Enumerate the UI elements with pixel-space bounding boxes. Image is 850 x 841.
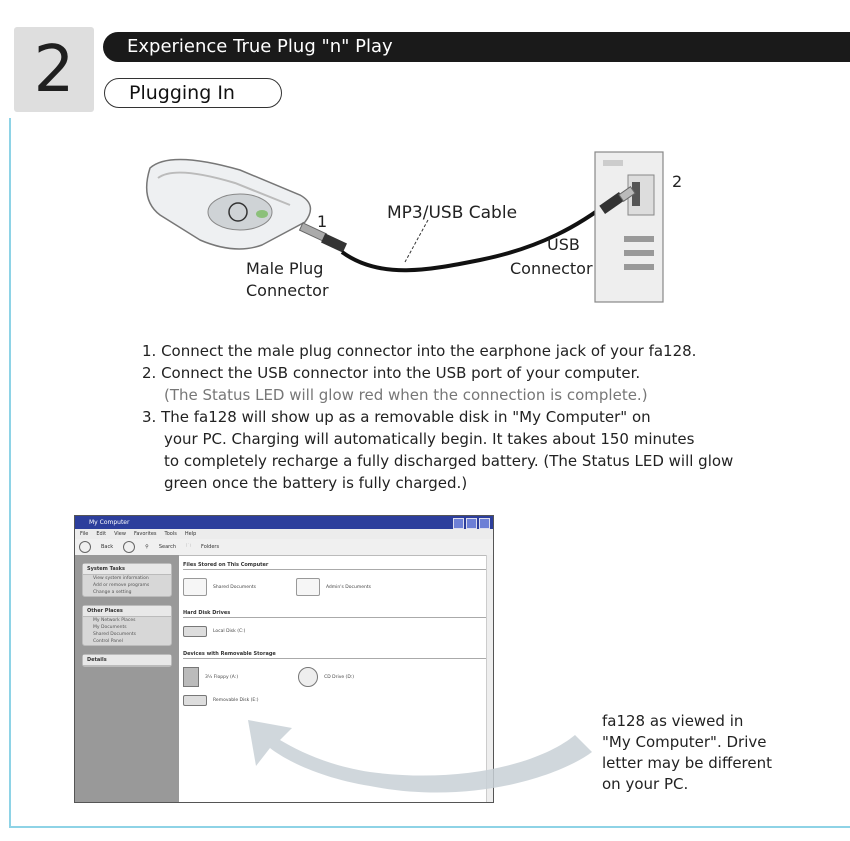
maximize-icon: [466, 518, 477, 529]
step-number: 2: [33, 32, 75, 107]
toolbar-search: Search: [158, 544, 176, 550]
panel-system-tasks: [82, 563, 172, 597]
menu-view: View: [114, 531, 126, 537]
instruction-list: [142, 340, 832, 494]
male-plug-label-line1: Male Plug: [246, 259, 324, 278]
task-pane: [75, 555, 179, 802]
my-computer-window-screenshot: [74, 515, 494, 803]
back-icon: [79, 541, 91, 553]
floppy-icon: [183, 667, 199, 687]
shared-documents-item: [183, 578, 256, 596]
panel-title: Details: [83, 655, 171, 666]
minimize-icon: [453, 518, 464, 529]
plug-marker-1: 1: [317, 212, 328, 231]
step-3-line3: to completely recharge a fully discharged battery. (The Status LED will glow: [164, 452, 734, 470]
hard-drive-icon: [183, 626, 207, 637]
section-files-stored: Files Stored on This Computer: [183, 562, 487, 570]
panel-other-places: [82, 605, 172, 646]
folders-icon: 🗀: [186, 543, 192, 549]
panel-item: My Network Places: [93, 618, 136, 623]
caption-line2: "My Computer". Drive: [602, 733, 767, 751]
usb-label-line1: USB: [547, 235, 580, 254]
panel-item: View system information: [93, 576, 149, 581]
section-hard-disk: Hard Disk Drives: [183, 610, 487, 618]
local-disk-item: [183, 626, 487, 637]
window-title: My Computer: [89, 519, 130, 526]
step-2: 2. Connect the USB connector into the USB port of your computer.: [142, 364, 641, 382]
panel-title: Other Places: [83, 606, 171, 617]
item-label: Removable Disk (E:): [213, 698, 259, 703]
step-2-note: (The Status LED will glow red when the connection is complete.): [164, 386, 648, 404]
panel-item: Control Panel: [93, 639, 123, 644]
window-controls: [453, 518, 490, 529]
window-titlebar: [75, 516, 493, 529]
item-label: Shared Documents: [213, 584, 256, 590]
floppy-item: [183, 667, 238, 687]
subsection-title-pill: Plugging In: [104, 78, 282, 108]
window-scrollbar: [486, 555, 493, 802]
computer-tower-image: [595, 152, 663, 302]
usb-marker-2: 2: [672, 172, 683, 191]
panel-item: Change a setting: [93, 590, 132, 595]
admin-documents-item: [296, 578, 371, 596]
mp3-player-image: [147, 159, 311, 249]
item-label: 3½ Floppy (A:): [205, 674, 239, 680]
panel-details: [82, 654, 172, 667]
panel-item: My Documents: [93, 625, 127, 630]
files-row: [183, 570, 487, 596]
male-plug-label-line2: Connector: [246, 281, 329, 300]
removable-disk-icon: [183, 695, 207, 706]
menu-favorites: Favorites: [133, 531, 157, 537]
panel-item: Shared Documents: [93, 632, 136, 637]
caption-line3: letter may be different: [602, 754, 772, 772]
cable-label: MP3/USB Cable: [387, 203, 518, 223]
menu-file: File: [80, 531, 89, 537]
removable-disk-item: [183, 695, 487, 706]
panel-item: Add or remove programs: [93, 583, 150, 588]
cd-icon: [298, 667, 318, 687]
window-menubar: [75, 529, 493, 539]
folder-icon: [296, 578, 320, 596]
step-3-line2: your PC. Charging will automatically begin. It takes about 150 minutes: [164, 430, 695, 448]
window-toolbar: [75, 539, 493, 556]
search-icon: ⚲: [145, 544, 149, 550]
menu-edit: Edit: [96, 531, 107, 537]
cd-drive-item: [298, 667, 354, 687]
content-pane: [183, 556, 487, 802]
toolbar-folders: Folders: [201, 544, 220, 550]
toolbar-back: Back: [101, 544, 114, 550]
caption-line1: fa128 as viewed in: [602, 712, 744, 730]
step-3-line1: 3. The fa128 will show up as a removable disk in "My Computer" on: [142, 408, 651, 426]
folder-icon: [183, 578, 207, 596]
section-removable-storage: Devices with Removable Storage: [183, 651, 487, 659]
forward-icon: [123, 541, 135, 553]
usb-label-line2: Connector: [510, 259, 593, 278]
section-title-banner: Experience True Plug "n" Play: [103, 32, 850, 62]
step-3-line4: green once the battery is fully charged.): [164, 474, 468, 492]
screenshot-caption: [602, 711, 802, 795]
caption-line4: on your PC.: [602, 775, 689, 793]
step-1: 1. Connect the male plug connector into the earphone jack of your fa128.: [142, 342, 697, 360]
item-label: Admin's Documents: [325, 584, 371, 590]
panel-title: System Tasks: [83, 564, 171, 575]
menu-help: Help: [184, 531, 197, 537]
item-label: Local Disk (C:): [213, 629, 246, 634]
menu-tools: Tools: [164, 531, 177, 537]
item-label: CD Drive (D:): [324, 674, 355, 680]
removable-row: [183, 659, 487, 687]
close-icon: [479, 518, 490, 529]
